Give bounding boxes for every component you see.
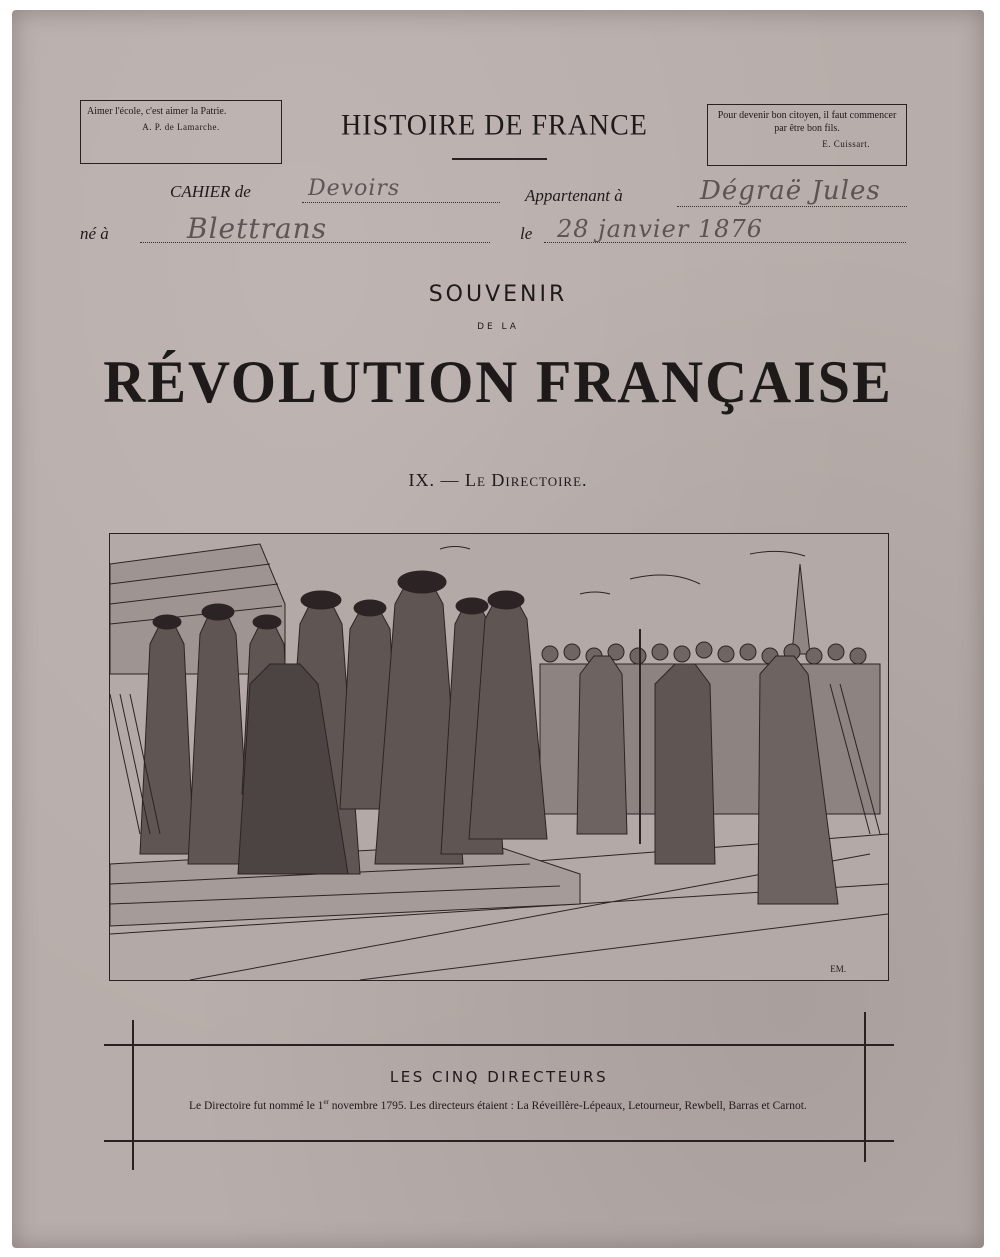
main-title: RÉVOLUTION FRANÇAISE xyxy=(103,349,893,415)
bottom-frame xyxy=(104,1020,894,1170)
quote-right-author: E. Cuissart. xyxy=(822,139,870,149)
engraving-scene xyxy=(110,534,888,980)
engraver-signature: EM. xyxy=(830,964,846,974)
quote-right-text: Pour devenir bon citoyen, il faut commencer par être bon fils. xyxy=(717,110,897,134)
frame-left-line xyxy=(132,1020,134,1170)
ne-a-handwriting: Blettrans xyxy=(187,212,328,245)
quote-left-text: Aimer l'école, c'est aimer la Patrie. xyxy=(87,106,227,117)
footer-text-b: novembre 1795. Les directeurs étaient : La Réveillère-Lépeaux, Letourneur, Rewbell, Barras et Carnot. xyxy=(328,1099,807,1112)
notebook-cover xyxy=(12,10,984,1248)
date-handwriting: 28 janvier 1876 xyxy=(557,215,763,243)
directoire-illustration xyxy=(109,533,889,981)
souvenir-heading: SOUVENIR xyxy=(428,282,568,307)
ne-a-label: né à xyxy=(80,224,109,243)
frame-top-line xyxy=(104,1044,894,1046)
cahier-handwriting: Devoirs xyxy=(308,176,401,201)
footer-text xyxy=(159,1094,849,1114)
chapter-subtitle: IX. — Le Directoire. xyxy=(408,470,588,490)
cahier-label-group xyxy=(170,182,251,202)
cahier-de-label: de xyxy=(234,182,251,201)
quote-box-right xyxy=(707,104,907,166)
footer-text-sup: er xyxy=(323,1098,329,1106)
frame-right-line xyxy=(864,1012,866,1162)
frame-bottom-line xyxy=(104,1140,894,1142)
appartenant-label: Appartenant à xyxy=(525,186,623,205)
footer-heading: LES CINQ DIRECTEURS xyxy=(389,1068,609,1086)
de-la-heading: DE LA xyxy=(477,322,519,332)
quote-box-left xyxy=(80,100,282,164)
header-divider xyxy=(452,158,547,160)
footer-text-a: Le Directoire fut nommé le 1 xyxy=(189,1099,324,1112)
date-label: le xyxy=(520,224,533,243)
quote-left-author: A. P. de Lamarche. xyxy=(142,122,220,132)
header-title: HISTOIRE DE FRANCE xyxy=(341,109,648,142)
appartenant-handwriting: Dégraë Jules xyxy=(700,176,881,206)
cahier-label: CAHIER xyxy=(170,182,231,201)
